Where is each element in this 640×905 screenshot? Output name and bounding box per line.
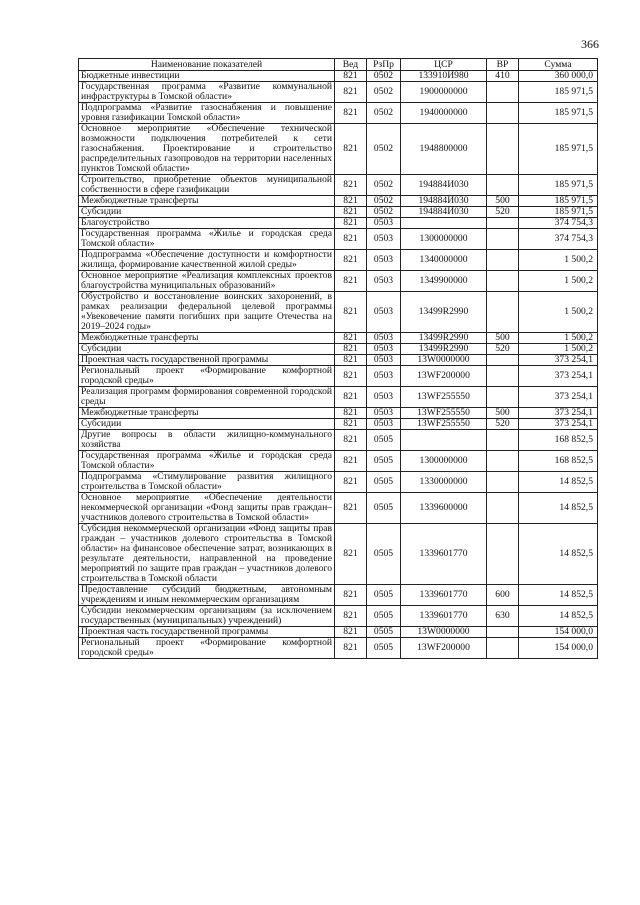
cell-csr: 194884И030 xyxy=(401,196,487,207)
cell-ved: 821 xyxy=(335,175,367,196)
cell-rzpr: 0503 xyxy=(367,355,401,366)
cell-ved: 821 xyxy=(335,419,367,430)
table-row xyxy=(79,82,598,103)
cell-sum: 360 000,0 xyxy=(519,71,598,82)
cell-ved: 821 xyxy=(335,366,367,387)
cell-rzpr: 0505 xyxy=(367,606,401,627)
cell-rzpr: 0503 xyxy=(367,292,401,333)
cell-sum: 1 500,2 xyxy=(519,344,598,355)
cell-csr: 1349900000 xyxy=(401,271,487,292)
cell-sum: 14 852,5 xyxy=(519,524,598,585)
table-row xyxy=(79,292,598,333)
cell-csr: 133910И980 xyxy=(401,71,487,82)
cell-vr xyxy=(487,103,519,124)
cell-sum: 154 000,0 xyxy=(519,638,598,659)
table-body xyxy=(79,71,598,659)
cell-ved: 821 xyxy=(335,82,367,103)
table-row xyxy=(79,493,598,524)
cell-rzpr: 0505 xyxy=(367,524,401,585)
cell-csr: 13499R2990 xyxy=(401,333,487,344)
header-ved: Вед xyxy=(335,59,367,71)
table-row xyxy=(79,366,598,387)
cell-rzpr: 0503 xyxy=(367,387,401,408)
cell-name: Субсидия некоммерческой организации «Фонд защиты прав граждан – участников долевого строительства в Томской области» на финансовое обеспечение затрат, возникающих в результате деятельности, направленной на проведение мероприятий по защите прав граждан – участников долевого строительства в Томской области xyxy=(79,524,335,585)
cell-vr xyxy=(487,627,519,638)
cell-name: Предоставление субсидий бюджетным, автономным учреждениям и иным некоммерческим организациям xyxy=(79,585,335,606)
cell-rzpr: 0503 xyxy=(367,344,401,355)
cell-csr: 13WF200000 xyxy=(401,638,487,659)
cell-sum: 373 254,1 xyxy=(519,419,598,430)
cell-ved: 821 xyxy=(335,218,367,229)
cell-csr: 1940000000 xyxy=(401,103,487,124)
header-vr: ВР xyxy=(487,59,519,71)
cell-ved: 821 xyxy=(335,387,367,408)
cell-sum: 14 852,5 xyxy=(519,493,598,524)
cell-rzpr: 0503 xyxy=(367,229,401,250)
cell-sum: 154 000,0 xyxy=(519,627,598,638)
cell-vr xyxy=(487,355,519,366)
table-header-row xyxy=(79,59,598,71)
cell-vr xyxy=(487,124,519,175)
cell-ved: 821 xyxy=(335,344,367,355)
cell-sum: 185 971,5 xyxy=(519,82,598,103)
cell-name: Государственная программа «Жилье и городская среда Томской области» xyxy=(79,229,335,250)
cell-sum: 373 254,1 xyxy=(519,366,598,387)
cell-ved: 821 xyxy=(335,292,367,333)
table-row xyxy=(79,387,598,408)
cell-csr: 13WF255550 xyxy=(401,408,487,419)
cell-ved: 821 xyxy=(335,355,367,366)
cell-ved: 821 xyxy=(335,103,367,124)
cell-csr: 13WF255550 xyxy=(401,387,487,408)
cell-sum: 185 971,5 xyxy=(519,207,598,218)
cell-name: Проектная часть государственной программы xyxy=(79,627,335,638)
cell-sum: 185 971,5 xyxy=(519,124,598,175)
cell-csr xyxy=(401,430,487,451)
cell-rzpr: 0503 xyxy=(367,271,401,292)
cell-ved: 821 xyxy=(335,638,367,659)
cell-csr: 1300000000 xyxy=(401,229,487,250)
cell-name: Подпрограмма «Обеспечение доступности и комфортности жилища, формирование качественной жилой среды» xyxy=(79,250,335,271)
cell-sum: 14 852,5 xyxy=(519,606,598,627)
table-row xyxy=(79,472,598,493)
table-row xyxy=(79,344,598,355)
cell-vr: 410 xyxy=(487,71,519,82)
table-row xyxy=(79,627,598,638)
cell-name: Основное мероприятие «Обеспечение деятельности некоммерческой организации «Фонд защиты прав граждан–участников долевого строительства в Томской области» xyxy=(79,493,335,524)
cell-sum: 374 754,3 xyxy=(519,218,598,229)
cell-rzpr: 0505 xyxy=(367,585,401,606)
cell-csr: 1339601770 xyxy=(401,606,487,627)
cell-name: Межбюджетные трансферты xyxy=(79,408,335,419)
table-row xyxy=(79,638,598,659)
cell-csr: 13W0000000 xyxy=(401,355,487,366)
table-row xyxy=(79,196,598,207)
cell-vr: 500 xyxy=(487,408,519,419)
cell-name: Подпрограмма «Развитие газоснабжения и повышение уровня газификации Томской области» xyxy=(79,103,335,124)
cell-ved: 821 xyxy=(335,585,367,606)
cell-rzpr: 0502 xyxy=(367,196,401,207)
cell-name: Субсидии xyxy=(79,419,335,430)
table-row xyxy=(79,408,598,419)
cell-vr xyxy=(487,638,519,659)
cell-csr: 1948800000 xyxy=(401,124,487,175)
header-sum: Сумма xyxy=(519,59,598,71)
cell-csr: 1330000000 xyxy=(401,472,487,493)
table-row xyxy=(79,355,598,366)
cell-rzpr: 0502 xyxy=(367,82,401,103)
table-row xyxy=(79,606,598,627)
cell-sum: 14 852,5 xyxy=(519,585,598,606)
cell-vr xyxy=(487,366,519,387)
cell-rzpr: 0503 xyxy=(367,419,401,430)
table-row xyxy=(79,585,598,606)
cell-rzpr: 0502 xyxy=(367,103,401,124)
table-row xyxy=(79,451,598,472)
cell-ved: 821 xyxy=(335,71,367,82)
cell-sum: 168 852,5 xyxy=(519,430,598,451)
cell-csr: 194884И030 xyxy=(401,175,487,196)
cell-sum: 1 500,2 xyxy=(519,333,598,344)
cell-rzpr: 0503 xyxy=(367,366,401,387)
cell-sum: 373 254,1 xyxy=(519,387,598,408)
cell-csr: 1900000000 xyxy=(401,82,487,103)
cell-csr: 194884И030 xyxy=(401,207,487,218)
cell-sum: 185 971,5 xyxy=(519,175,598,196)
cell-name: Субсидии xyxy=(79,207,335,218)
cell-ved: 821 xyxy=(335,250,367,271)
cell-csr: 1339601770 xyxy=(401,524,487,585)
cell-ved: 821 xyxy=(335,451,367,472)
cell-ved: 821 xyxy=(335,472,367,493)
table-row xyxy=(79,103,598,124)
cell-vr xyxy=(487,229,519,250)
cell-sum: 373 254,1 xyxy=(519,355,598,366)
table-row xyxy=(79,175,598,196)
cell-csr: 1339600000 xyxy=(401,493,487,524)
cell-csr: 13WF200000 xyxy=(401,366,487,387)
cell-rzpr: 0502 xyxy=(367,71,401,82)
table-row xyxy=(79,419,598,430)
cell-rzpr: 0505 xyxy=(367,451,401,472)
cell-sum: 1 500,2 xyxy=(519,292,598,333)
table-row xyxy=(79,207,598,218)
cell-name: Государственная программа «Развитие коммунальной инфраструктуры в Томской области» xyxy=(79,82,335,103)
cell-name: Благоустройство xyxy=(79,218,335,229)
cell-sum: 185 971,5 xyxy=(519,196,598,207)
header-name: Наименование показателей xyxy=(79,59,335,71)
cell-rzpr: 0505 xyxy=(367,430,401,451)
cell-rzpr: 0503 xyxy=(367,408,401,419)
header-rzpr: РзПр xyxy=(367,59,401,71)
cell-ved: 821 xyxy=(335,606,367,627)
cell-vr: 520 xyxy=(487,344,519,355)
cell-rzpr: 0503 xyxy=(367,218,401,229)
cell-vr xyxy=(487,82,519,103)
cell-name: Другие вопросы в области жилищно-коммунального хозяйства xyxy=(79,430,335,451)
cell-rzpr: 0505 xyxy=(367,493,401,524)
cell-name: Проектная часть государственной программы xyxy=(79,355,335,366)
cell-name: Строительство, приобретение объектов муниципальной собственности в сфере газификации xyxy=(79,175,335,196)
cell-ved: 821 xyxy=(335,627,367,638)
cell-csr xyxy=(401,218,487,229)
cell-name: Субсидии xyxy=(79,344,335,355)
cell-ved: 821 xyxy=(335,333,367,344)
cell-ved: 821 xyxy=(335,271,367,292)
cell-vr xyxy=(487,271,519,292)
cell-vr xyxy=(487,451,519,472)
cell-csr: 13WF255550 xyxy=(401,419,487,430)
cell-rzpr: 0505 xyxy=(367,638,401,659)
cell-vr: 500 xyxy=(487,196,519,207)
cell-vr xyxy=(487,175,519,196)
cell-csr: 1340000000 xyxy=(401,250,487,271)
cell-csr: 1300000000 xyxy=(401,451,487,472)
cell-vr: 520 xyxy=(487,419,519,430)
table-row xyxy=(79,524,598,585)
cell-sum: 1 500,2 xyxy=(519,250,598,271)
cell-rzpr: 0502 xyxy=(367,175,401,196)
cell-name: Реализация программ формирования современной городской среды xyxy=(79,387,335,408)
cell-ved: 821 xyxy=(335,196,367,207)
cell-vr xyxy=(487,292,519,333)
cell-ved: 821 xyxy=(335,408,367,419)
cell-ved: 821 xyxy=(335,430,367,451)
table-row xyxy=(79,333,598,344)
cell-name: Субсидии некоммерческим организациям (за исключением государственных (муниципальных) учреждений) xyxy=(79,606,335,627)
cell-rzpr: 0502 xyxy=(367,207,401,218)
cell-vr xyxy=(487,430,519,451)
cell-vr xyxy=(487,250,519,271)
header-csr: ЦСР xyxy=(401,59,487,71)
cell-name: Подпрограмма «Стимулирование развития жилищного строительства в Томской области» xyxy=(79,472,335,493)
cell-name: Бюджетные инвестиции xyxy=(79,71,335,82)
cell-vr xyxy=(487,218,519,229)
cell-name: Региональный проект «Формирование комфортной городской среды» xyxy=(79,366,335,387)
table-row xyxy=(79,250,598,271)
cell-ved: 821 xyxy=(335,207,367,218)
cell-name: Государственная программа «Жилье и городская среда Томской области» xyxy=(79,451,335,472)
cell-ved: 821 xyxy=(335,229,367,250)
cell-name: Региональный проект «Формирование комфортной городской среды» xyxy=(79,638,335,659)
cell-sum: 14 852,5 xyxy=(519,472,598,493)
cell-rzpr: 0505 xyxy=(367,472,401,493)
cell-rzpr: 0503 xyxy=(367,333,401,344)
cell-csr: 13W0000000 xyxy=(401,627,487,638)
cell-name: Основное мероприятие «Обеспечение технической возможности подключения потребителей к сети газоснабжения. Проектирование и строительство распределительных газопроводов на территории населенных пунктов Томской области» xyxy=(79,124,335,175)
budget-table xyxy=(78,58,598,659)
cell-vr: 520 xyxy=(487,207,519,218)
cell-rzpr: 0502 xyxy=(367,124,401,175)
cell-rzpr: 0503 xyxy=(367,250,401,271)
table-row xyxy=(79,229,598,250)
table-row xyxy=(79,71,598,82)
cell-csr: 1339601770 xyxy=(401,585,487,606)
cell-ved: 821 xyxy=(335,493,367,524)
cell-sum: 1 500,2 xyxy=(519,271,598,292)
cell-csr: 13499R2990 xyxy=(401,344,487,355)
table-row xyxy=(79,218,598,229)
cell-vr xyxy=(487,524,519,585)
cell-vr xyxy=(487,387,519,408)
cell-vr: 630 xyxy=(487,606,519,627)
table-row xyxy=(79,124,598,175)
cell-name: Межбюджетные трансферты xyxy=(79,333,335,344)
cell-rzpr: 0505 xyxy=(367,627,401,638)
cell-name: Межбюджетные трансферты xyxy=(79,196,335,207)
cell-csr: 13499R2990 xyxy=(401,292,487,333)
page-number: 366 xyxy=(581,37,599,51)
cell-vr: 600 xyxy=(487,585,519,606)
cell-vr xyxy=(487,472,519,493)
cell-sum: 168 852,5 xyxy=(519,451,598,472)
cell-vr xyxy=(487,493,519,524)
table-row xyxy=(79,271,598,292)
cell-vr: 500 xyxy=(487,333,519,344)
cell-ved: 821 xyxy=(335,524,367,585)
cell-sum: 185 971,5 xyxy=(519,103,598,124)
cell-name: Основное мероприятие «Реализация комплексных проектов благоустройства муниципальных образований» xyxy=(79,271,335,292)
cell-sum: 373 254,1 xyxy=(519,408,598,419)
table-row xyxy=(79,430,598,451)
cell-sum: 374 754,3 xyxy=(519,229,598,250)
cell-name: Обустройство и восстановление воинских захоронений, в рамках реализации федеральной целевой программы «Увековечение памяти погибших при защите Отечества на 2019–2024 годы» xyxy=(79,292,335,333)
cell-ved: 821 xyxy=(335,124,367,175)
